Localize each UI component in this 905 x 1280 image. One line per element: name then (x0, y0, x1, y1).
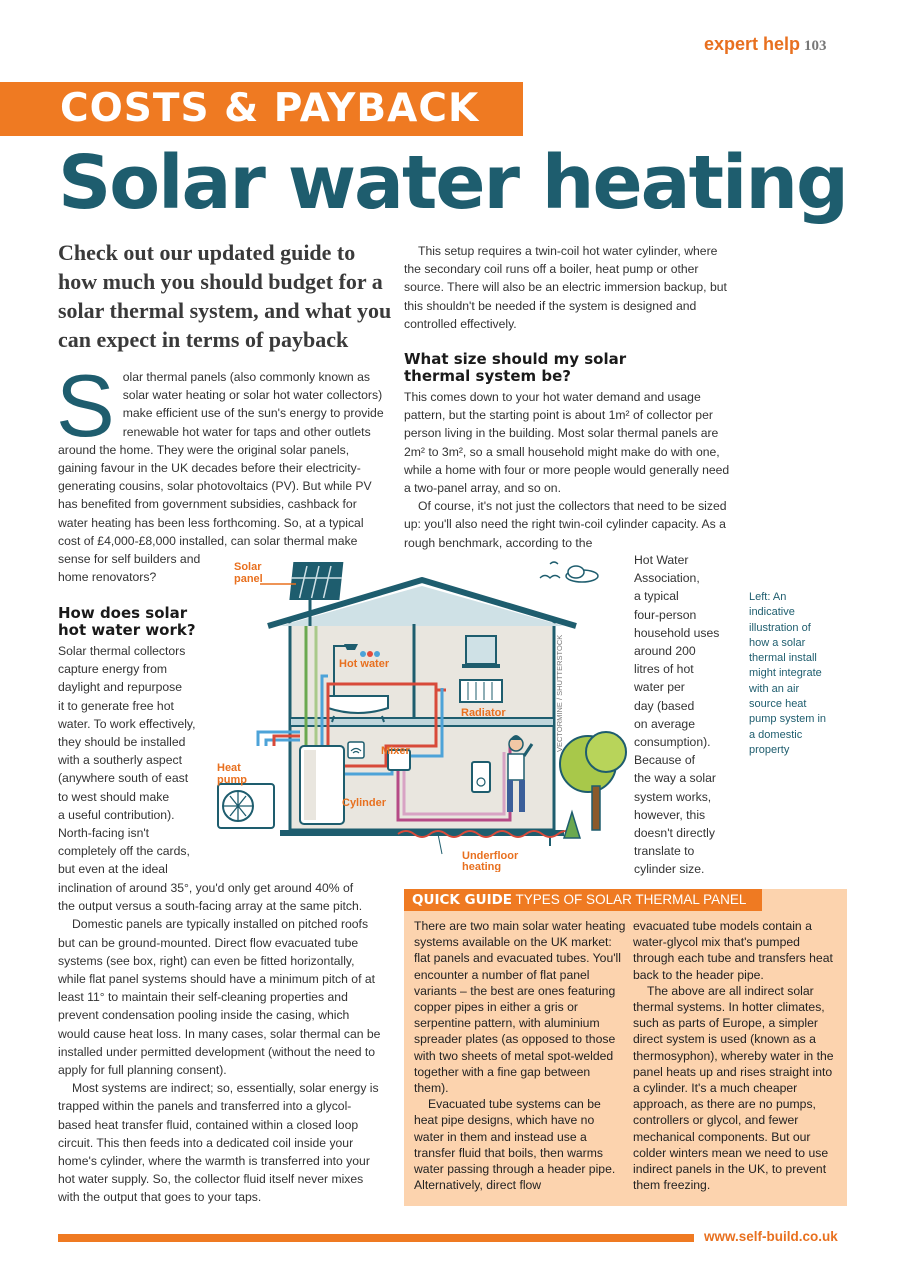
text-line: cylinder size. (634, 862, 705, 877)
radiator-icon (460, 680, 502, 702)
text-line: around the home. They were the original solar panels, (58, 442, 350, 457)
label-mixer: Mixer (381, 745, 410, 757)
text-line: make efficient use of the sun's energy to provide (122, 406, 384, 421)
text-line: water. To work effectively, (58, 716, 196, 731)
heading-how-it-works: How does solar hot water work? (58, 604, 196, 639)
text-line: capture energy from (58, 662, 168, 677)
wifi-icon (348, 742, 364, 758)
image-credit: VECTORMINE / SHUTTERSTOCK (555, 634, 564, 752)
paragraph-domestic-panels: Domestic panels are typically installed on pitched roofs but can be ground-mounted. Direct flow evacuated tube systems (see box, right) can even be fitted horizontally, while flat panel systems should have a minimum pitch of at least 11° to maintain their self-cleaning properties and prevent condensation pooling inside the casing, which would cause heat loss. In many cases, solar thermal can be installed under permitted development (without the need to apply for full planning consent). (58, 917, 381, 1078)
text-line: home renovators? (58, 570, 157, 585)
text-line: four-person (634, 607, 697, 622)
text-line: a useful contribution). (58, 807, 175, 822)
hot-water-drops-icon (360, 651, 380, 657)
label-cylinder: Cylinder (342, 797, 387, 809)
section-label: expert help (704, 34, 801, 54)
tree-icon (560, 732, 626, 830)
text-line: around 200 (634, 644, 696, 659)
window-icon (462, 636, 500, 668)
text-line: inclination of around 35°, you'd only get around 40% of (58, 881, 354, 895)
label-solar-panel: Solar (234, 561, 262, 573)
text-line: has benefited from government subsidies, cashback for (58, 497, 357, 512)
text-line: solar water heating or solar hot water collectors) (122, 388, 383, 403)
right-column (404, 242, 734, 552)
paragraph-indirect-systems: Most systems are indirect; so, essentially, solar energy is trapped within the panels and transferred into a glycol-based heat transfer fluid, contained within a closed loop circuit. This then feeds into a dedicated coil inside your home's cylinder, where the warmth is transferred into your hot water supply. So, the collector fluid itself never mixes with the output that goes to your taps. (58, 1081, 379, 1205)
text-line: on average (634, 716, 695, 731)
how-continued (58, 879, 383, 1207)
label-heat-pump: pump (217, 774, 247, 786)
cylinder-icon (300, 746, 344, 824)
text-line: renewable hot water for taps and other outlets (122, 424, 371, 439)
section-tag (704, 34, 827, 55)
heading-size: What size should my solar thermal system be? (404, 350, 627, 386)
paragraph-twin-coil: This setup requires a twin-coil hot water cylinder, where the secondary coil runs off a boiler, heat pump or other source. There will also be an electric immersion backup, but this shouldn't be needed if the system is designed and controlled effectively. (404, 244, 727, 331)
quick-guide-title (412, 892, 746, 908)
text-line: they should be installed (58, 735, 186, 750)
floor-slab (290, 718, 554, 726)
bird-icon (540, 576, 560, 579)
text-line: cost of £4,000-£8,000 installed, can solar thermal make (58, 533, 358, 548)
text-line: water per (634, 680, 685, 695)
quick-guide-para: The above are all indirect solar thermal systems. In hotter climates, such as parts of Europe, a simpler direct system is used (known as a thermosyphon), whereby water in the panel heats up and rises straight into a cylinder. It's a much cheaper approach, as there are no pumps, controllers or glycol, and fewer mechanical components. But our colder winters mean we need to use indirect panels in the UK, to prevent them freezing. (633, 983, 834, 1193)
text-line: the way a solar (634, 771, 716, 786)
text-line: litres of hot (634, 662, 694, 677)
standfirst: Check out our updated guide to how much you should budget for a solar thermal system, and what you can expect in terms of payback (58, 240, 392, 352)
cylinder-narrow-column (634, 551, 744, 879)
heat-pump-icon (218, 784, 274, 828)
footer-url[interactable]: www.self-build.co.uk (704, 1229, 838, 1244)
text-line: it to generate free hot (58, 698, 174, 713)
quick-guide-para: There are two main solar water heating systems available on the UK market: flat panels and evacuated tubes. You'll encounter a number of flat panel variants – the best are ones featuring copper pipes in either a gris or serpentine pattern, with aluminium spreader plates (as opposed to those with two sheets of metal spot-welded together with a fine gap between them). (414, 919, 626, 1096)
text-line: day (based (634, 698, 695, 713)
label-solar-panel: panel (234, 573, 263, 585)
text-line: translate to (634, 844, 695, 859)
paragraph-cylinder: Of course, it's not just the collectors that need to be sized up: you'll also need the right twin-coil cylinder capacity. As a rough benchmark, according to the (404, 499, 727, 550)
label-underfloor: Underfloor (462, 850, 519, 862)
ground-line (280, 830, 564, 836)
text-line: Because of (634, 753, 695, 768)
banner-label: COSTS & PAYBACK (60, 86, 480, 131)
text-line: daylight and repurpose (58, 680, 182, 695)
text-line: Hot Water (634, 553, 689, 567)
quick-guide-column-1 (414, 918, 626, 1193)
text-line: olar thermal panels (also commonly known as (122, 370, 370, 384)
how-cont-lines (58, 879, 383, 915)
text-line: North-facing isn't (58, 826, 150, 841)
page-title: Solar water heating (58, 140, 848, 226)
quick-guide-heading: TYPES OF SOLAR THERMAL PANEL (515, 892, 747, 907)
solar-system-illustration (210, 556, 628, 872)
text-line: the output versus a south-facing array at the same pitch. (58, 899, 363, 914)
text-line: completely off the cards, (58, 844, 190, 859)
text-line: however, this (634, 807, 706, 822)
footer-bar (58, 1234, 694, 1242)
text-line: system works, (634, 789, 712, 804)
how-narrow-column (58, 642, 218, 879)
small-tree-icon (564, 812, 580, 838)
drop-cap: S (56, 356, 115, 455)
text-line: a typical (634, 589, 679, 604)
paragraph-size: This comes down to your hot water demand and usage pattern, but the starting point is about 1m² of collector per person living in the building. Most solar thermal panels are 2m² to 3m², so a small household might make do with one, while a home with four or more people would generally need a two-panel array, and so on. (404, 390, 730, 496)
text-line: generating cousins, solar photovoltaics (PV). But while PV (58, 479, 372, 494)
thermostat-icon (472, 762, 490, 792)
bird-icon (550, 562, 558, 564)
page-number: 103 (804, 38, 827, 54)
text-line: household uses (634, 625, 720, 640)
text-line: but even at the ideal (58, 862, 168, 877)
text-line: (anywhere south of east (58, 771, 189, 786)
label-hot-water: Hot water (339, 658, 390, 670)
label-heat-pump: Heat (217, 762, 241, 774)
text-line: gaining favour in the UK decades before their electricity- (58, 461, 361, 476)
image-caption: Left: An indicative illustration of how a solar thermal install might integrate with an air source heat pump system in a domestic property (749, 591, 827, 756)
text-line: water heating has been less forthcoming. So, at a typical (58, 515, 364, 530)
text-line: Solar thermal collectors (58, 644, 186, 658)
text-line: doesn't directly (634, 826, 715, 841)
label-underfloor: heating (462, 861, 502, 872)
text-line: consumption). (634, 735, 711, 750)
text-line: sense for self builders and (58, 552, 201, 567)
cloud-icon (566, 566, 598, 582)
quick-guide-column-2 (633, 918, 841, 1193)
intro-paragraph (56, 356, 384, 586)
text-line: with a southerly aspect (58, 753, 182, 768)
text-line: to west should make (58, 789, 170, 804)
quick-guide-para: evacuated tube models contain a water-glycol mix that's pumped through each tube and transfers heat back to the header pipe. (633, 919, 833, 982)
text-line: Association, (634, 571, 700, 586)
label-radiator: Radiator (461, 707, 506, 719)
quick-guide-label: QUICK GUIDE (412, 892, 513, 908)
quick-guide-para: Evacuated tube systems can be heat pipe designs, which have no water in them and instead use a transfer fluid that boils, then warms water passing through a header pipe. Alternatively, direct flow (414, 1097, 616, 1193)
